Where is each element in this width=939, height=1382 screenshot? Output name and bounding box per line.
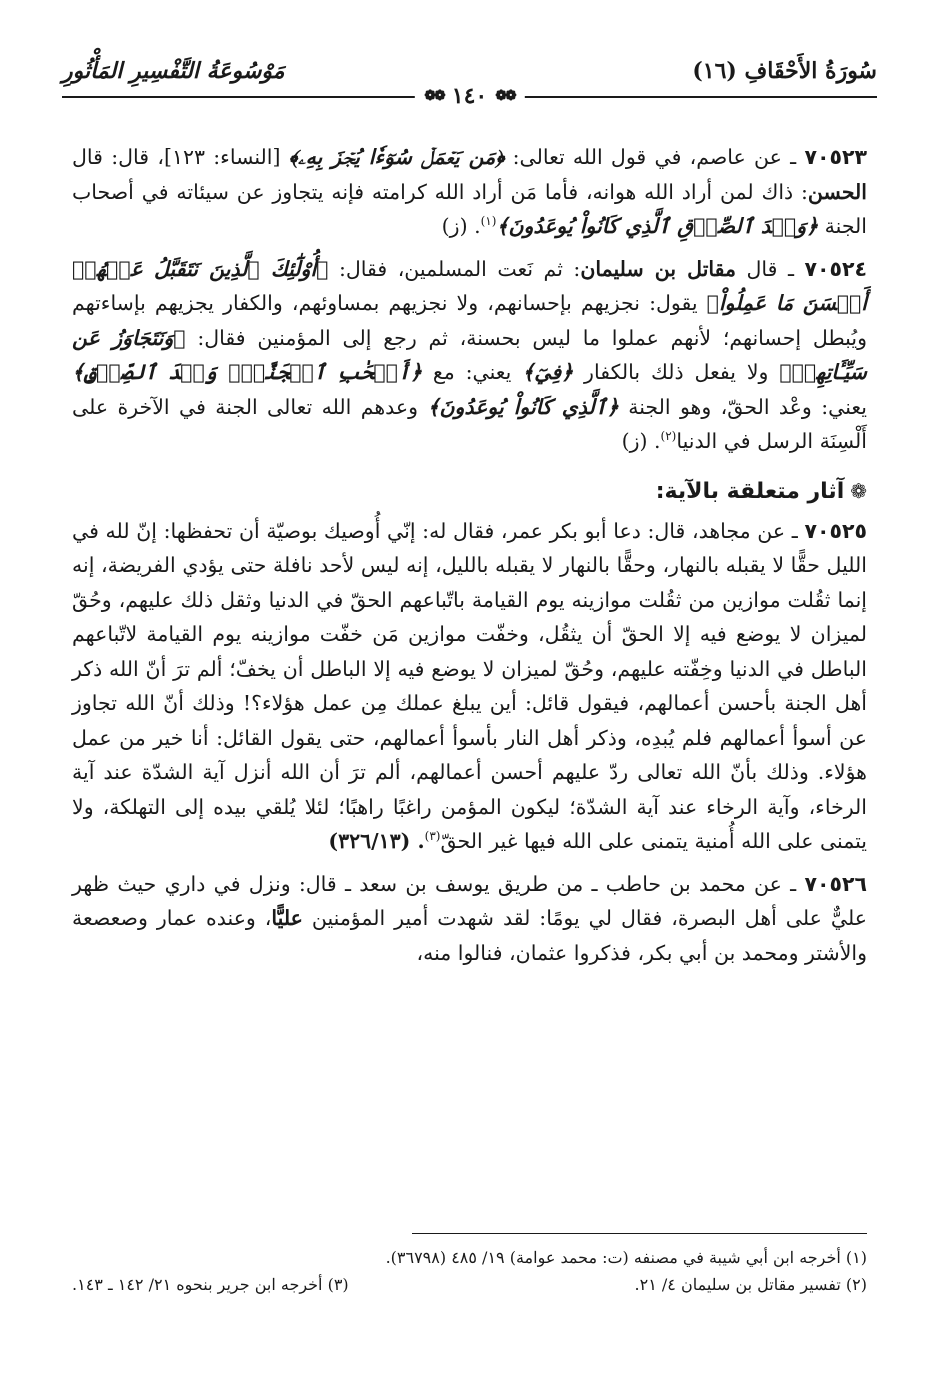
narration-text: ـ عن محمد بن حاطب ـ من طريق يوسف بن سعد ـ قال: ونزل في داري حيث ظهر عليٌّ على أهل البصرة، فقال لي يومًا: لقد شهدت أمير المؤمنين bbox=[72, 871, 867, 930]
book-title: مَوْسُوعَةُ التَّفْسِيرِ المَأْثُورِ bbox=[62, 58, 285, 84]
page-number-box bbox=[414, 84, 524, 108]
footnote-marker: (١) bbox=[480, 214, 497, 229]
footnote-divider bbox=[412, 1233, 867, 1234]
narration-text: : ذاك لمن أراد الله هوانه، فأما مَن أراد الله كرامته فإنه يتجاوز عن سيئاته في أصحاب الجنة bbox=[72, 179, 867, 238]
section-heading-text: آثار متعلقة بالآية: bbox=[655, 478, 845, 504]
person-name: عليًّا bbox=[271, 906, 303, 930]
footnote-row bbox=[72, 1271, 867, 1298]
footnote-2: (٢) تفسير مقاتل بن سليمان ٤/ ٢١. bbox=[634, 1275, 867, 1294]
quran-quote: ﴿وَعۡدَ ٱلصِّدۡقِ ٱلَّذِي كَانُواْ يُوعَدُونَ﴾ bbox=[496, 214, 819, 238]
narration-number: ٧٠٥٢٦ bbox=[804, 871, 867, 896]
quran-quote: ﴿فِيٓ﴾ bbox=[522, 360, 574, 384]
narration-text: يعني: مع bbox=[421, 360, 523, 384]
narration-number: ٧٠٥٢٥ bbox=[804, 518, 867, 543]
narrator-name: الحسن bbox=[807, 179, 867, 204]
narration-text: . (ز) bbox=[441, 214, 481, 238]
narration-text: وعدهم الله تعالى الجنة في الآخرة على أَلْسِنَة الرسل في الدنيا bbox=[72, 394, 867, 453]
footnotes bbox=[72, 1244, 867, 1298]
narration-text: ـ قال bbox=[736, 256, 805, 281]
footnote-marker: (٣) bbox=[424, 829, 441, 844]
narration-70523 bbox=[72, 140, 867, 244]
surah-title: سُورَةُ الأَحْقَافِ (١٦) bbox=[692, 58, 877, 84]
narration-70525 bbox=[72, 514, 867, 859]
narration-text: ـ عن عاصم، في قول الله تعالى: bbox=[504, 145, 805, 169]
quran-quote: ﴿مَن يَعۡمَلۡ سُوٓءٗا يُجۡزَ بِهِۦ﴾ bbox=[288, 145, 505, 169]
narration-text: ، وعنده عمار وصعصعة والأشتر ومحمد بن أبي بكر، فذكروا عثمان، فنالوا منه، bbox=[72, 906, 867, 965]
footnote-1: (١) أخرجه ابن أبي شيبة في مصنفه (ت: محمد عوامة) ١٩/ ٤٨٥ (٣٦٧٩٨). bbox=[385, 1248, 867, 1267]
narration-number: ٧٠٥٢٣ bbox=[804, 145, 867, 169]
narration-text: ـ عن مجاهد، قال: دعا أبو بكر عمر، فقال له: إنّي أُوصيك بوصيّة أن تحفظها: إنّ لله في الليل حقًّا لا يقبله بالنهار، وحقًّا بالنهار لا يقبله بالليل، إنه ليس لأحد نافلة حتى يؤدي الفريضة، إنه إنما ثقُلت موازين من ثقُلت موازينه يوم القيامة باتّباعهم الحقّ في الدنيا وثقل ذلك عليهم، وحُقّ لميزان لا يوضع فيه إلا الحقّ أن يثقُل، وخفّت موازين مَن خفّت موازينه يوم القيامة لاتّباعهم الباطل في الدنيا وخِفّته عليهم، وحُقّ لميزان لا يوضع فيه إلا الباطل أن يخفّ؛ ألم ترَ أنّ الله ذكر أهل الجنة بأحسن أعمالهم، فيقول قائل: أين يبلغ عملك مِن عمل هؤلاء؟! وذلك أنّ الله تجاوز عن أسوأ أعمالهم فلم يُبدِه، وذكر أهل النار بأسوأ أعمالهم، حتى يقول القائل: أنا خير من عمل هؤلاء. وذلك بأنّ الله تعالى ردّ عليهم أحسن أعمالهم، ألم ترَ أن الله أنزل آية الشدّة عند آية الرخاء، وآية الرخاء عند آية الشدّة؛ ليكون المؤمن راغبًا راهبًا؛ لئلا يُلقي بيده إلى التهلكة، ولا يتمنى على الله أُمنية يتمنى على الله فيها غير الحقّ bbox=[72, 518, 867, 853]
narration-text: يعني: وعْد الحقّ، وهو الجنة bbox=[618, 394, 867, 419]
narration-text: يقول: نجزيهم بإحسانهم، ولا نجزيهم بمساوئهم، والكفار يجزيهم بإساءتهم ويُبطل إحسانهم؛ لأنهم عملوا ما ليس بحسنة، ثم رجع إلى المؤمنين فقال: bbox=[72, 291, 867, 350]
narration-70524 bbox=[72, 252, 867, 459]
page-header bbox=[62, 52, 877, 112]
page-number: ١٤٠ bbox=[451, 83, 488, 109]
ornament-left-icon: ❁❁ bbox=[424, 88, 444, 104]
narration-text: [النساء: ١٢٣]، قال: قال bbox=[72, 145, 289, 169]
narration-text: : ثم نَعت المسلمين، فقال: bbox=[328, 256, 581, 281]
footnote-marker: (٢) bbox=[660, 429, 677, 444]
narration-number: ٧٠٥٢٤ bbox=[804, 256, 868, 281]
narration-text: ولا يفعل ذلك بالكفار bbox=[573, 360, 780, 384]
narrator-name: مقاتل بن سليمان bbox=[580, 256, 736, 281]
narration-text: . (ز) bbox=[621, 429, 661, 453]
quran-quote: ﴿أَصۡحَٰبِ ٱلۡجَنَّةِۖ وَعۡدَ ٱلصِّدۡقِ﴾ bbox=[72, 360, 422, 384]
ornament-right-icon: ❁❁ bbox=[495, 88, 515, 104]
narration-70526 bbox=[72, 867, 867, 971]
flower-ornament-icon: ❁ bbox=[850, 478, 867, 503]
section-heading bbox=[72, 479, 867, 504]
footnote-3: (٣) أخرجه ابن جرير بنحوه ٢١/ ١٤٢ ـ ١٤٣. bbox=[72, 1275, 349, 1294]
quran-quote: ﴿وَنَتَجَاوَزُ عَن سَيِّـَٔاتِهِمۡ﴾ bbox=[72, 325, 867, 384]
quran-quote: ﴿أُوْلَٰٓئِكَ ٱلَّذِينَ نَتَقَبَّلُ عَنۡهُمۡ أَحۡسَنَ مَا عَمِلُواْ﴾ bbox=[72, 256, 867, 315]
quran-quote: ﴿ٱلَّذِي كَانُواْ يُوعَدُونَ﴾ bbox=[427, 394, 619, 419]
volume-reference: . (٣٢٦/١٣) bbox=[328, 829, 425, 853]
page-body bbox=[72, 140, 867, 970]
